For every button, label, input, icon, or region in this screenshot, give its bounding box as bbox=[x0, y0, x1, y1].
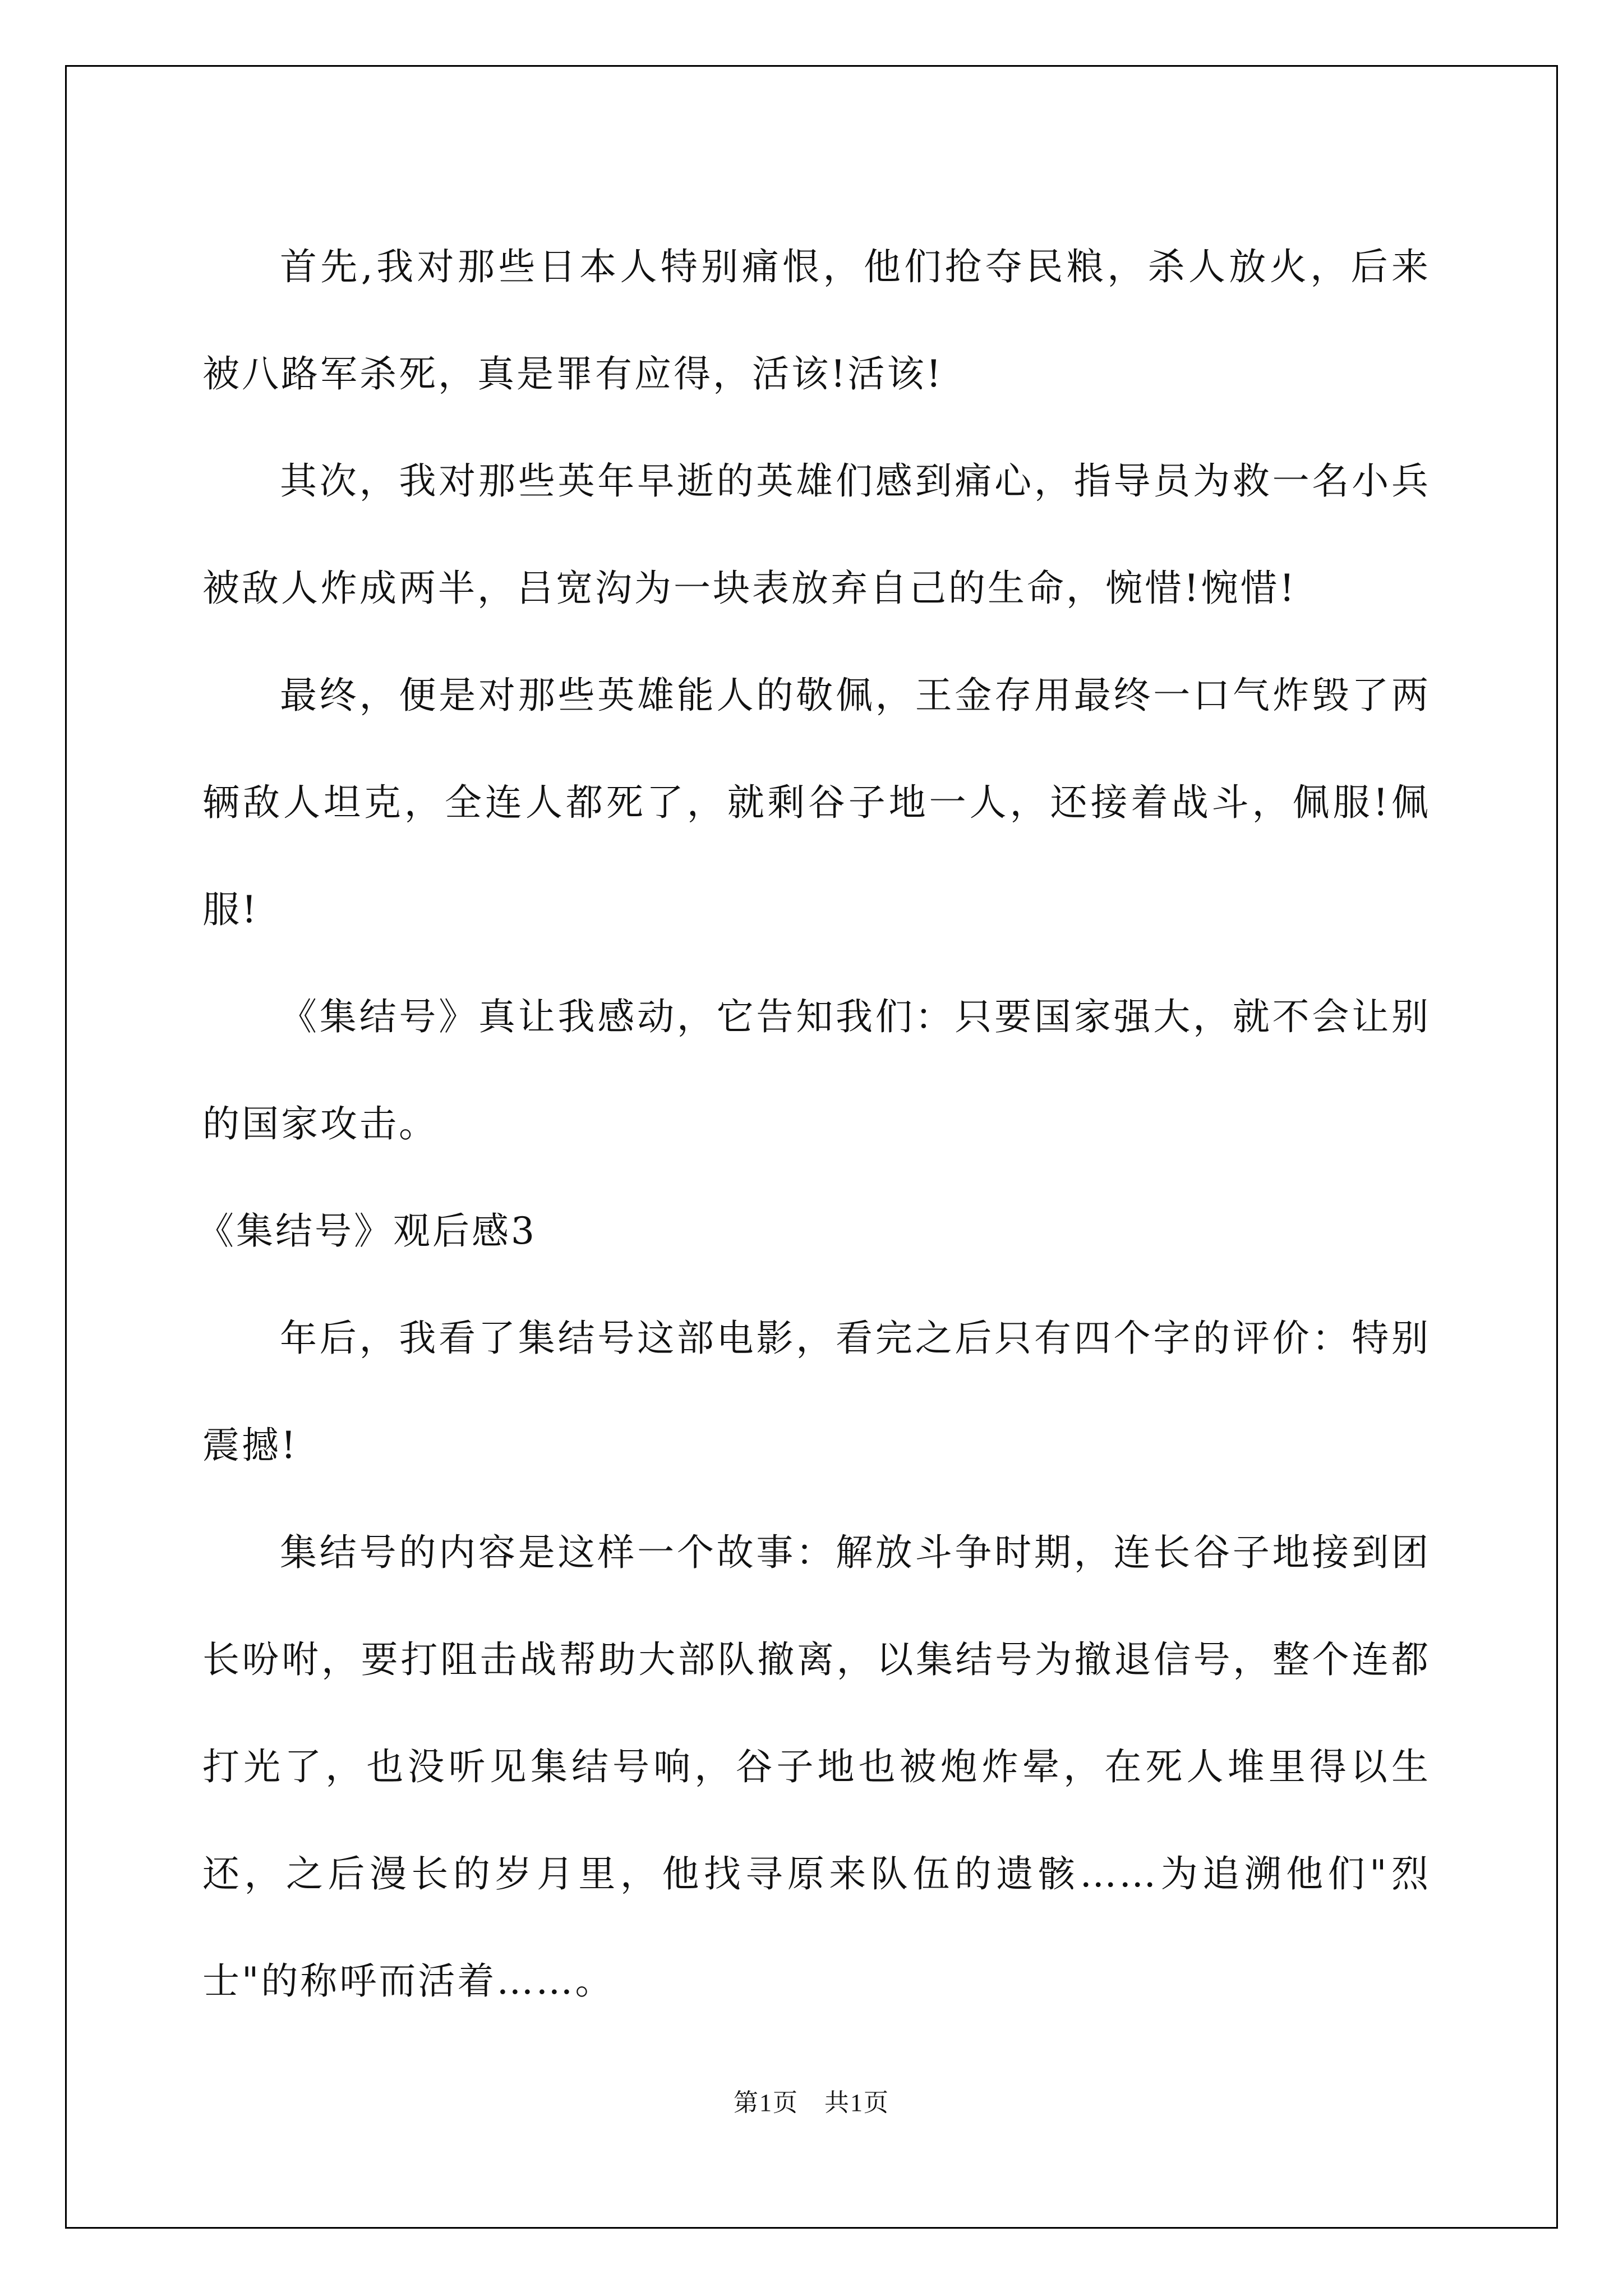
paragraph: 《集结号》真让我感动，它告知我们：只要国家强大，就不会让别的国家攻击。 bbox=[202, 995, 1431, 1145]
paragraph: 其次，我对那些英年早逝的英雄们感到痛心，指导员为救一名小兵被敌人炸成两半，吕宽沟为一块表放弃自己的生命，惋惜!惋惜! bbox=[202, 459, 1431, 610]
section-heading: 《集结号》观后感3 bbox=[197, 1209, 537, 1253]
paragraph: 首先,我对那些日本人特别痛恨，他们抢夺民粮，杀人放火，后来被八路军杀死，真是罪有应得，活该!活该! bbox=[202, 245, 1431, 395]
document-body bbox=[197, 213, 1431, 2035]
page-footer: 第1页 共1页 bbox=[734, 2089, 889, 2116]
paragraph: 集结号的内容是这样一个故事：解放斗争时期，连长谷子地接到团长吩咐，要打阻击战帮助大部队撤离，以集结号为撤退信号，整个连都打光了，也没听见集结号响，谷子地也被炮炸晕，在死人堆里得以生还，之后漫长的岁月里，他找寻原来队伍的遗骸……为追溯他们"烈士"的称呼而活着……。 bbox=[202, 1531, 1431, 2003]
paragraph: 最终，便是对那些英雄能人的敬佩，王金存用最终一口气炸毁了两辆敌人坦克，全连人都死了，就剩谷子地一人，还接着战斗，佩服!佩服! bbox=[202, 674, 1431, 931]
paragraph: 年后，我看了集结号这部电影，看完之后只有四个字的评价：特别震撼! bbox=[202, 1317, 1431, 1467]
